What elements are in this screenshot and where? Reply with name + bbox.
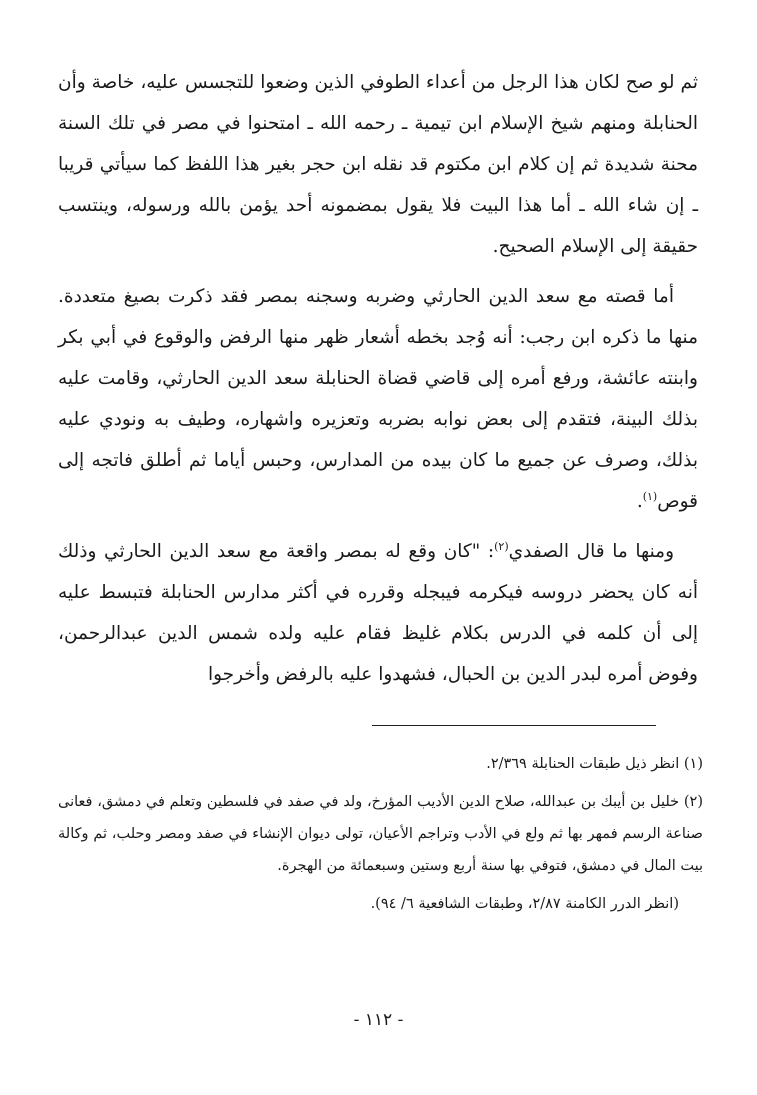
paragraph-1-text: ثم لو صح لكان هذا الرجل من أعداء الطوفي الذين وضعوا للتجسس عليه، خاصة وأن الحنابلة ومنهم شيخ الإسلام ابن تيمية ـ رحمه الله ـ امتحنوا في مصر في تلك السنة محنة شديدة ثم إن كلام ابن مكتوم قد نقله ابن حجر بغير هذا اللفظ كما سيأتي قريبا ـ إن شاء الله ـ أما هذا البيت فلا يقول بمضمونه أحد يؤمن بالله ورسوله، وينتسب حقيقة إلى الإسلام الصحيح. [58, 72, 698, 257]
paragraph-2-text: أما قصته مع سعد الدين الحارثي وضربه وسجنه بمصر فقد ذكرت بصيغ متعددة. منها ما ذكره ابن رجب: أنه وُجد بخطه أشعار ظهر منها الرفض والوقوع في أبي بكر وابنته عائشة، ورفع أمره إلى قاضي قضاة الحنابلة سعد الدين الحارثي، وقامت عليه بذلك البينة، فتقدم إلى بعض نوابه بضربه وتعزيره واشهاره، وطيف به ونودي عليه بذلك، وصرف عن جميع ما كان بيده من المدارس، وحبس أياما ثم أطلق فاتجه إلى قوص [58, 286, 698, 512]
footnote-2: (٢) خليل بن أيبك بن عبدالله، صلاح الدين الأديب المؤرخ، ولد في صفد في فلسطين وتعلم في دمشق، فعانى صناعة الرسم فمهر بها ثم ولع في الأدب وتراجم الأعيان، تولى ديوان الإنشاء في صفد ومصر وحلب، ثم وكالة بيت المال في دمشق، فتوفي بها سنة أربع وستين وسبعمائة من الهجرة. [58, 794, 703, 874]
footnote-2-source: (انظر الدرر الكامنة ٢/٨٧، وطبقات الشافعية ٦/ ٩٤). [370, 896, 679, 912]
footnote-1: (١) انظر ذيل طبقات الحنابلة ٢/٣٦٩. [486, 756, 703, 772]
main-text [58, 62, 698, 704]
page-number: - ١١٢ - [353, 1010, 404, 1030]
footnotes [58, 748, 703, 926]
footnote-ref-2[interactable]: (٢) [494, 539, 509, 553]
paragraph-2: أما قصته مع سعد الدين الحارثي وضربه وسجنه بمصر فقد ذكرت بصيغ متعددة. منها ما ذكره ابن رجب: أنه وُجد بخطه أشعار ظهر منها الرفض والوقوع في أبي بكر وابنته عائشة، ورفع أمره إلى قاضي قضاة الحنابلة سعد الدين الحارثي، وقامت عليه بذلك البينة، فتقدم إلى بعض نوابه بضربه وتعزيره واشهاره، وطيف به ونودي عليه بذلك، وصرف عن جميع ما كان بيده من المدارس، وحبس أياما ثم أطلق فاتجه إلى قوص$^{(١)}$. [58, 286, 698, 512]
paragraph-3-lead: ومنها ما قال الصفدي [508, 541, 674, 562]
footnote-separator [372, 725, 656, 726]
paragraph-3 [58, 531, 698, 695]
paragraph-1 [58, 62, 698, 267]
paragraph-3-text: : "كان وقع له بمصر واقعة مع سعد الدين الحارثي وذلك أنه كان يحضر دروسه فيكرمه فيبجله وقرره في أكثر مدارس الحنابلة فتبسط عليه إلى أن كلمه في الدرس بكلام غليظ فقام عليه ولده شمس الدين عبدالرحمن، وفوض أمره لبدر الدين بن الحبال، فشهدوا عليه بالرفض وأخرجوا [58, 541, 698, 685]
footnote-ref-1[interactable]: (١) [642, 489, 658, 503]
